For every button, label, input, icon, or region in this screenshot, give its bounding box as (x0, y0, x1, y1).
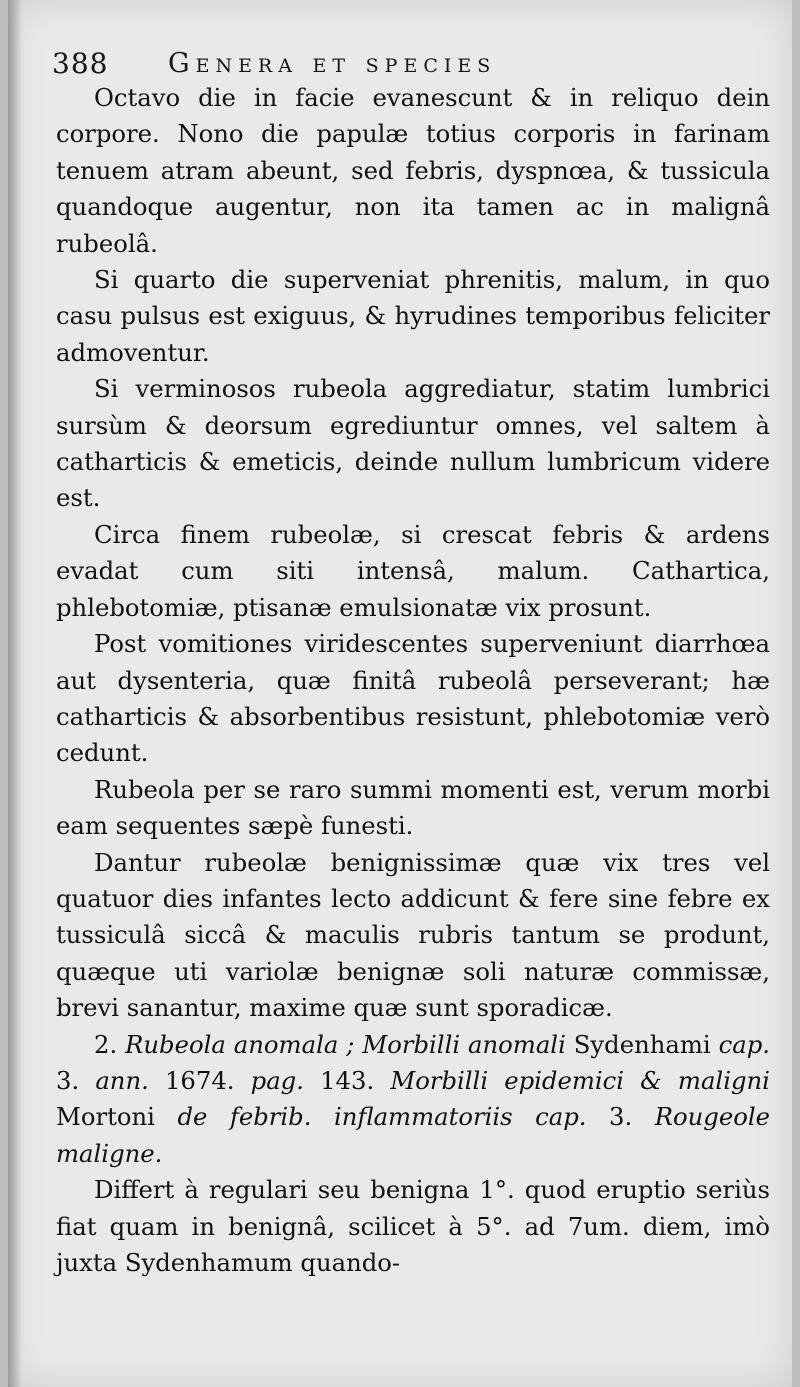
species-name-morbilli: Morbilli epidemici & maligni (390, 1065, 770, 1095)
page-number: 388 (52, 47, 109, 80)
species-name: Rubeola anomala ; Morbilli anomali (125, 1029, 566, 1059)
species-author-morton: Mortoni (56, 1102, 155, 1132)
paragraph-post-vomitiones: Post vomitiones viridescentes superveniunt diarrhœa aut dysenteria, quæ finitâ rubeolâ perseverant; hæ catharticis & absorbentibus resistunt, phlebotomiæ verò cedunt. (56, 629, 770, 768)
paragraph-octavo: Octavo die in facie evanescunt & in reliquo dein corpore. Nono die papulæ totius corporis in farinam tenuem atram abeunt, sed febris, dyspnœa, & tussicula quandoque augentur, non ita tamen ac in malignâ rubeolâ. (56, 83, 770, 258)
book-page (8, 0, 792, 1387)
ref-cap-label: cap. (718, 1029, 770, 1059)
ref-cap-number: 3. (56, 1065, 80, 1095)
paragraph-si-quarto: Si quarto die superveniat phrenitis, malum, in quo casu pulsus est exiguus, & hyrudines temporibus feliciter admoventur. (56, 265, 770, 367)
paragraph-verminosos: Si verminosos rubeola aggrediatur, statim lumbrici sursùm & deorsum egrediuntur omnes, vel saltem à catharticis & emeticis, deinde nullum lumbricum videre est. (56, 374, 770, 513)
species-name-french: Rougeole maligne. (56, 1102, 770, 1168)
paragraph-rubeola-momenti: Rubeola per se raro summi momenti est, verum morbi eam sequentes sæpè funesti. (56, 774, 770, 841)
species-author-sydenham: Sydenhami (573, 1029, 711, 1059)
paragraph-differt: Differt à regulari seu benigna 1°. quod eruptio seriùs fiat quam in benignâ, scilicet à 5°. ad 7um. diem, imò juxta Sydenhamum quando- (56, 1175, 770, 1277)
page-body (56, 80, 770, 1281)
ref-ann-label: ann. (95, 1065, 149, 1095)
paragraph-benignissimae: Dantur rubeolæ benignissimæ quæ vix tres vel quatuor dies infantes lecto addicunt & fere sine febre ex tussiculâ siccâ & maculis rubris tantum se produnt, quæque uti variolæ benignæ soli naturæ commissæ, brevi sanantur, maxime quæ sunt sporadicæ. (56, 847, 770, 1023)
species-2-entry (56, 1027, 770, 1173)
ref-year: 1674. (164, 1065, 235, 1095)
ref-de-febrib: de febrib. inflammatoriis cap. (177, 1102, 587, 1132)
ref-pag-label: pag. (250, 1065, 304, 1095)
ref-cap-number-2: 3. (609, 1102, 633, 1132)
paragraph-circa-finem: Circa finem rubeolæ, si crescat febris & ardens evadat cum siti intensâ, malum. Cathartica, phlebotomiæ, ptisanæ emulsionatæ vix prosunt. (56, 519, 770, 622)
ref-page: 143. (320, 1065, 375, 1095)
running-title: Genera et species (168, 48, 497, 79)
species-number: 2. (94, 1029, 118, 1059)
